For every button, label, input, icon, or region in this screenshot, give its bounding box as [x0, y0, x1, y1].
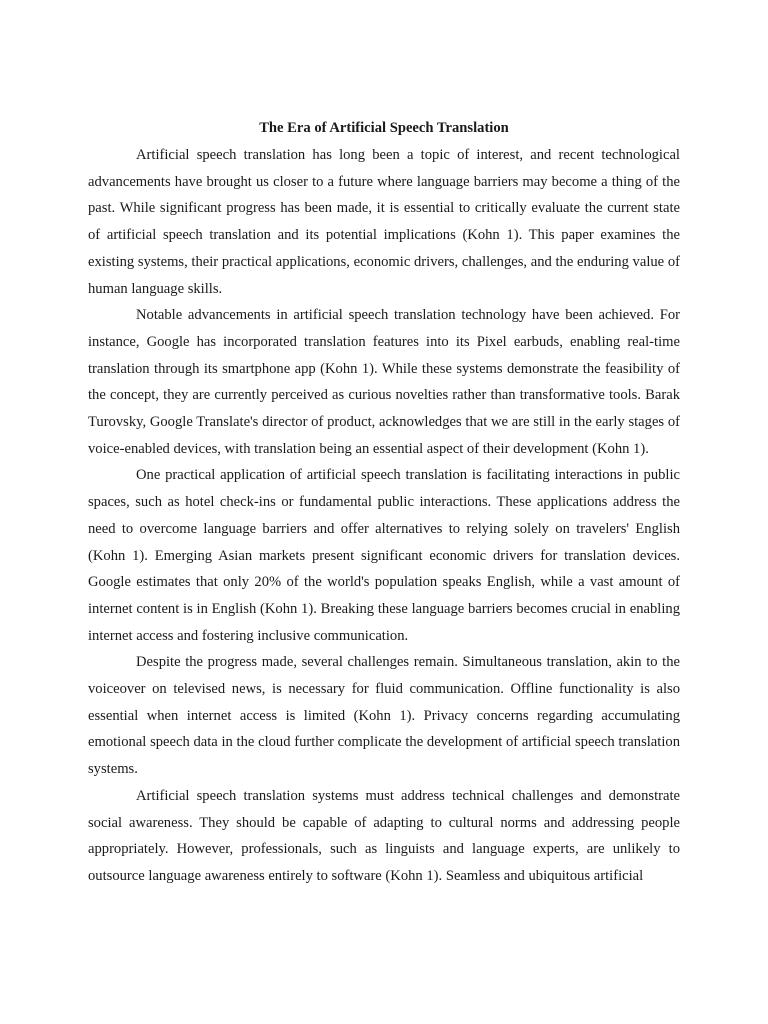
paragraph-3: One practical application of artificial speech translation is facilitating interactions in public spaces, such as hotel check-ins or fundamental public interactions. These applications address the need to overcome language barriers and offer alternatives to relying solely on travelers' English (Kohn 1). Emerging Asian markets present significant economic drivers for translation devices. Google estimates that only 20% of the world's population speaks English, while a vast amount of internet content is in English (Kohn 1). Breaking these language barriers becomes crucial in enabling internet access and fostering inclusive communication.: [88, 467, 680, 644]
paragraph-4: Despite the progress made, several challenges remain. Simultaneous translation, akin to the voiceover on televised news, is necessary for fluid communication. Offline functionality is also essential when internet access is limited (Kohn 1). Privacy concerns regarding accumulating emotional speech data in the cloud further complicate the development of artificial speech translation systems.: [88, 654, 680, 778]
paragraph-1: Artificial speech translation has long been a topic of interest, and recent technological advancements have brought us closer to a future where language barriers may become a thing of the past. While significant progress has been made, it is essential to critically evaluate the current state of artificial speech translation and its potential implications (Kohn 1). This paper examines the existing systems, their practical applications, economic drivers, challenges, and the enduring value of human language skills.: [88, 147, 680, 297]
paragraph-2: Notable advancements in artificial speech translation technology have been achieved. For instance, Google has incorporated translation features into its Pixel earbuds, enabling real-time translation through its smartphone app (Kohn 1). While these systems demonstrate the feasibility of the concept, they are currently perceived as curious novelties rather than transformative tools. Barak Turovsky, Google Translate's director of product, acknowledges that we are still in the early stages of voice-enabled devices, with translation being an essential aspect of their development (Kohn 1).: [88, 307, 680, 457]
document-title: The Era of Artificial Speech Translation: [259, 120, 509, 136]
paragraph-5: Artificial speech translation systems must address technical challenges and demonstrate social awareness. They should be capable of adapting to cultural norms and addressing people appropriately. However, professionals, such as linguists and language experts, are unlikely to outsource language awareness entirely to software (Kohn 1). Seamless and ubiquitous artificial: [88, 787, 680, 884]
document-body: [88, 142, 680, 890]
